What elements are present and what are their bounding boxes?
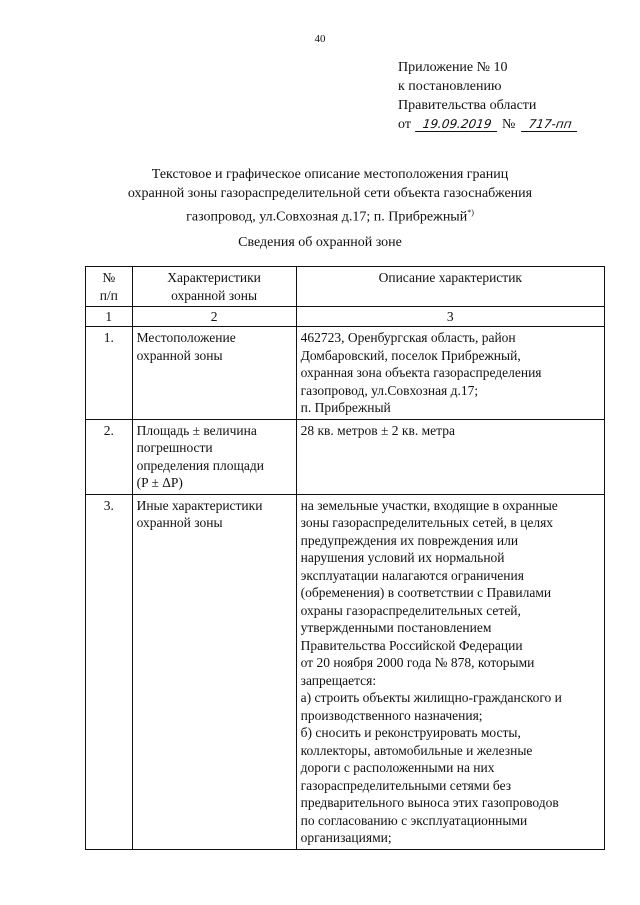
header-characteristics: Характеристики охранной зоны: [132, 267, 296, 307]
table-row: [86, 327, 605, 420]
column-number-2: 2: [132, 307, 296, 327]
table-row: [86, 419, 605, 494]
row-characteristic: Местоположение охранной зоны: [132, 327, 296, 420]
table-header-row: [86, 267, 605, 307]
row-description: 462723, Оренбургская область, район Домбаровский, поселок Прибрежный, охранная зона объекта газораспределения газопровод, ул.Совхозная д.17; п. Прибрежный: [296, 327, 604, 420]
row-number: 3.: [86, 494, 133, 849]
title-line-3: [60, 203, 600, 227]
table-row: [86, 494, 605, 849]
row-characteristic: Площадь ± величина погрешности определения площади (P ± ΔP): [132, 419, 296, 494]
column-number-3: 3: [296, 307, 604, 327]
title-line-1: Текстовое и графическое описание местоположения границ: [151, 167, 509, 182]
appendix-line-3: Правительства области: [398, 98, 537, 113]
appendix-block: [398, 58, 578, 134]
title-footnote-mark: *): [467, 208, 474, 217]
page-number: 40: [314, 33, 326, 45]
row-description: на земельные участки, входящие в охранные зоны газораспределительных сетей, в целях предупреждения их повреждения или нарушения условий их нормальной эксплуатации налагаются ограничения (обременения) в соответствии с Правилами охраны газораспределительных сетей, утвержденными постановлением Правительства Российской Федерации от 20 ноября 2000 года № 878, которыми запрещается: а) строить объекты жилищно-гражданского и производственного назначения; б) сносить и реконструировать мосты, коллекторы, автомобильные и железные дороги с расположенными на них газораспределительными сетями без предварительного выноса этих газопроводов по согласованию с эксплуатационными организациями;: [296, 494, 604, 849]
document-title: [60, 165, 600, 227]
column-number-1: 1: [86, 307, 133, 327]
row-number: 1.: [86, 327, 133, 420]
header-description: Описание характеристик: [296, 267, 604, 307]
row-description: 28 кв. метров ± 2 кв. метра: [296, 419, 604, 494]
section-subtitle: Сведения об охранной зоне: [238, 235, 402, 250]
table-column-numbers-row: [86, 307, 605, 327]
appendix-number-label: №: [501, 117, 516, 132]
appendix-ot-label: от: [398, 117, 411, 132]
title-line-2: охранной зоны газораспределительной сети объекта газоснабжения: [127, 186, 533, 201]
protection-zone-table: [85, 266, 605, 850]
appendix-line-1: Приложение № 10: [398, 60, 508, 75]
header-number: № п/п: [86, 267, 133, 307]
row-characteristic: Иные характеристики охранной зоны: [132, 494, 296, 849]
handwritten-number: 717-пп: [521, 118, 579, 132]
appendix-line-2: к постановлению: [398, 79, 502, 94]
handwritten-date: 19.09.2019: [415, 118, 499, 132]
appendix-date-row: [398, 115, 578, 134]
title-line-3-text: газопровод, ул.Совхозная д.17; п. Прибрежный: [186, 209, 468, 225]
row-number: 2.: [86, 419, 133, 494]
